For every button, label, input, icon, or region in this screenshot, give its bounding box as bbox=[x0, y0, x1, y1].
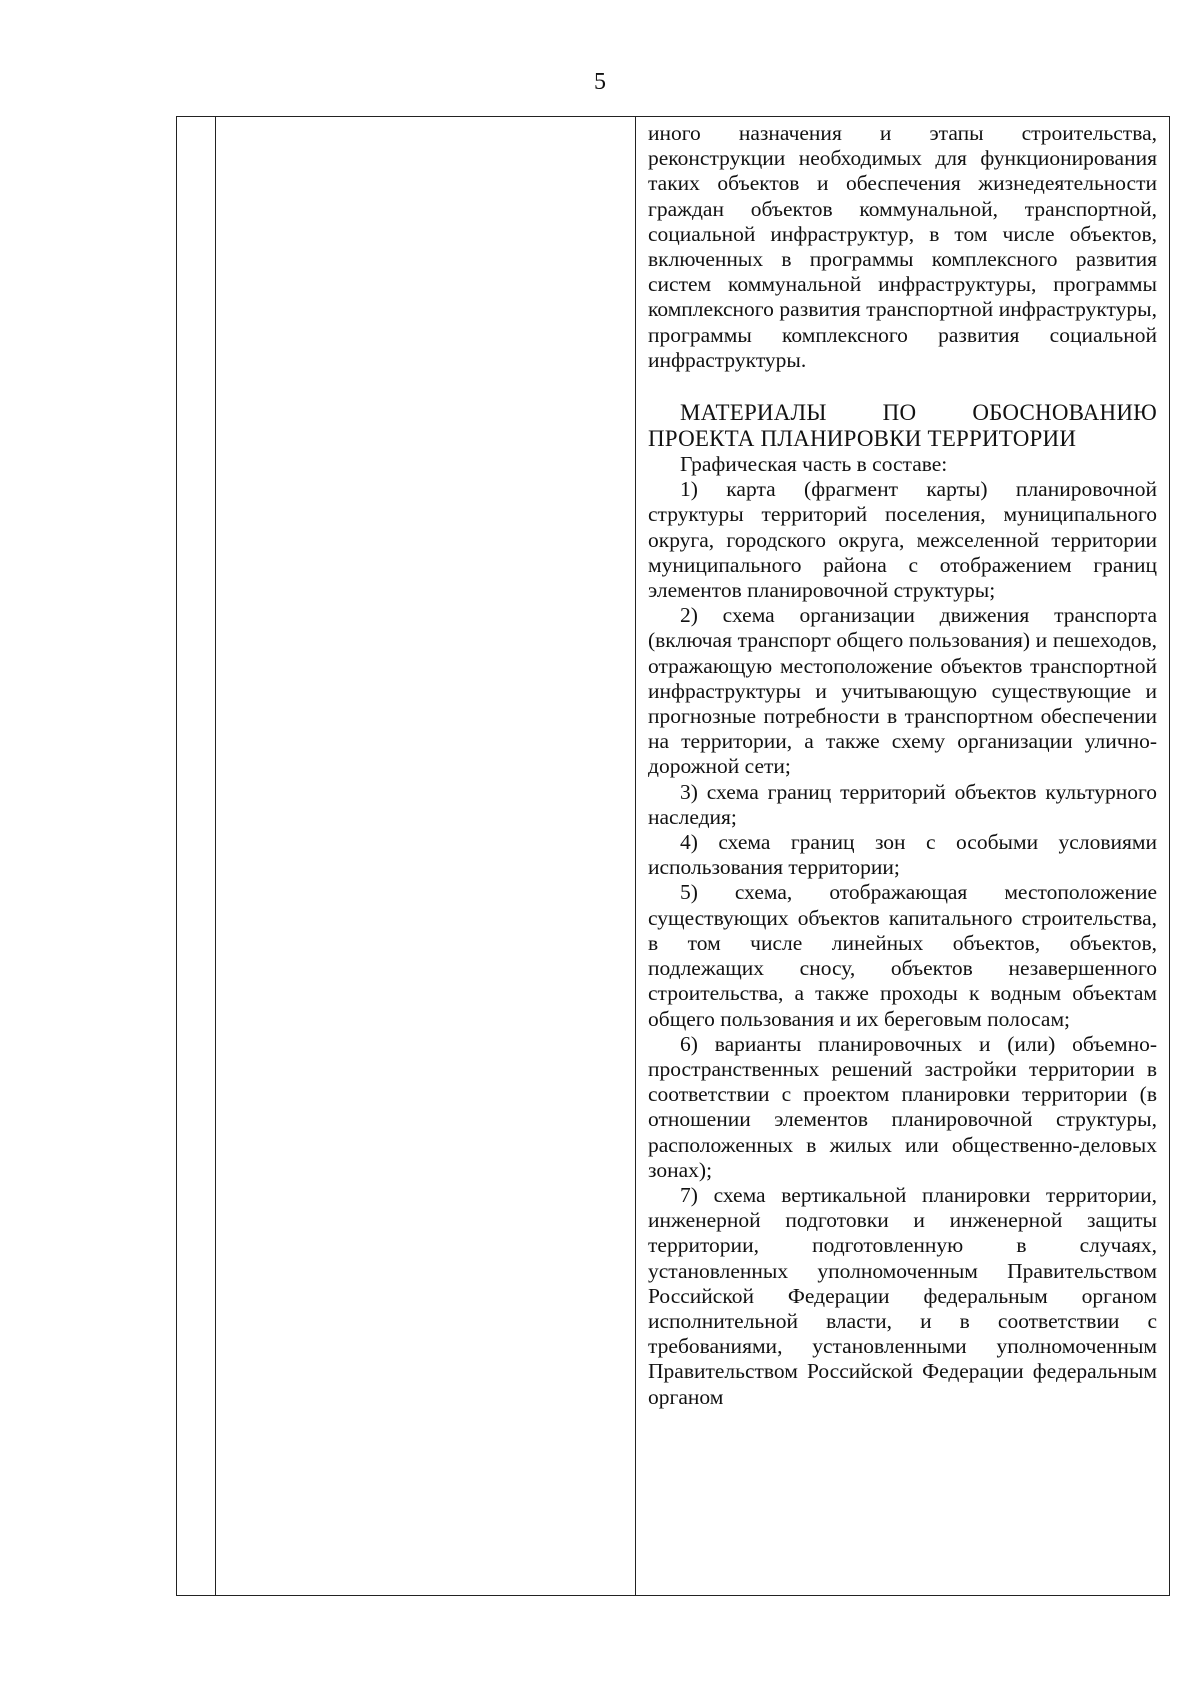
list-item: 5) схема, отображающая местоположение существующих объектов капитального строительства, в том числе линейных объектов, объектов, подлежащих сносу, объектов незавершенного строительства, а также проходы к водным объектам общего пользования и их береговым полосам; bbox=[648, 880, 1157, 1031]
section-subheading: Графическая часть в составе: bbox=[680, 452, 948, 477]
table-column-content bbox=[636, 117, 1169, 1595]
list-item: 7) схема вертикальной планировки территории, инженерной подготовки и инженерной защиты территории, подготовленную в случаях, установленных уполномоченным Правительством Российской Федерации федеральным органом исполнительной власти, и в соответствии с требованиями, установленными уполномоченным Правительством Российской Федерации федеральным органом bbox=[648, 1182, 1157, 1409]
list-item: 6) варианты планировочных и (или) объемно-пространственных решений застройки территории в соответствии с проектом планировки территории (в отношении элементов планировочной структуры, расположенных в жилых или общественно-деловых зонах); bbox=[648, 1031, 1157, 1182]
list-item: 2) схема организации движения транспорта (включая транспорт общего пользования) и пешеходов, отражающую местоположение объектов транспортной инфраструктуры и учитывающую существующие и прогнозные потребности в транспортном обеспечении на территории, а также схему организации улично-дорожной сети; bbox=[648, 603, 1157, 779]
table-column-name bbox=[216, 117, 636, 1595]
page-number: 5 bbox=[594, 69, 606, 95]
document-table bbox=[176, 116, 1170, 1596]
list-item: 1) карта (фрагмент карты) планировочной структуры территорий поселения, муниципального округа, городского округа, межселенной территории муниципального района с отображением границ элементов планировочной структуры; bbox=[648, 477, 1157, 603]
intro-paragraph: иного назначения и этапы строительства, реконструкции необходимых для функционирования таких объектов и обеспечения жизнедеятельности граждан объектов коммунальной, транспортной, социальной инфраструктур, в том числе объектов, включенных в программы комплексного развития систем коммунальной инфраструктуры, программы комплексного развития транспортной инфраструктуры, программы комплексного развития социальной инфраструктуры. bbox=[648, 121, 1157, 372]
table-column-number bbox=[177, 117, 216, 1595]
section-heading: МАТЕРИАЛЫ ПО ОБОСНОВАНИЮ ПРОЕКТА ПЛАНИРОВКИ ТЕРРИТОРИИ bbox=[648, 400, 1157, 452]
list-item: 3) схема границ территорий объектов культурного наследия; bbox=[648, 779, 1157, 829]
list-item: 4) схема границ зон с особыми условиями использования территории; bbox=[648, 830, 1157, 880]
